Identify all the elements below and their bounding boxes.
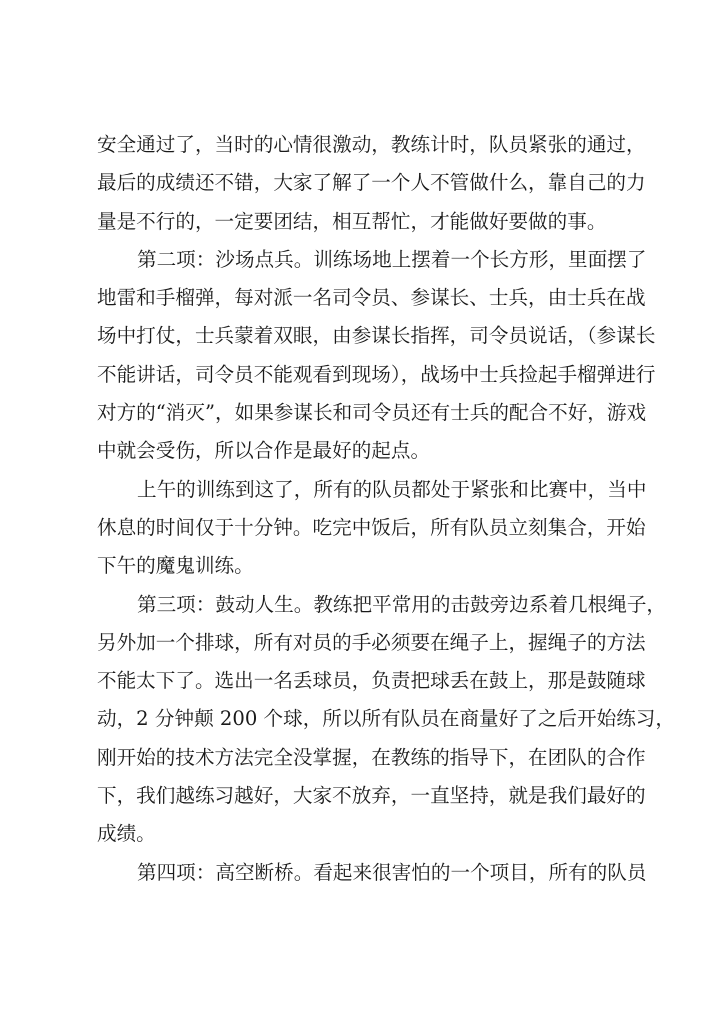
text-line: 不能太下了。选出一名丢球员，负责把球丢在鼓上，那是鼓随球 (97, 669, 646, 693)
paragraph (97, 241, 657, 471)
text-line: 另外加一个排球，所有对员的手必须要在绳子上，握绳子的方法 (97, 630, 646, 654)
paragraph (97, 471, 657, 586)
text-line: 对方的“消灭”，如果参谋长和司令员还有士兵的配合不好，游戏 (97, 401, 647, 425)
text-line: 最后的成绩还不错，大家了解了一个人不管做什么，靠自己的力 (97, 171, 646, 195)
text-line: 动，2 分钟颠 200 个球，所以所有队员在商量好了之后开始练习， (97, 707, 675, 731)
text-line: 安全通过了，当时的心情很激动，教练计时，队员紧张的通过， (97, 133, 646, 156)
text-line: 下午的魔鬼训练。 (97, 554, 254, 578)
text-line: 场中打仗，士兵蒙着双眼，由参谋长指挥，司令员说话，（参谋长 (97, 324, 656, 348)
text-line: 上午的训练到这了，所有的队员都处于紧张和比赛中，当中 (137, 477, 647, 501)
text-line: 休息的时间仅于十分钟。吃完中饭后，所有队员立刻集合，开始 (97, 515, 646, 539)
text-line: 第四项：高空断桥。看起来很害怕的一个项目，所有的队员 (137, 860, 647, 884)
text-line: 下，我们越练习越好，大家不放弃，一直坚持，就是我们最好的 (97, 784, 646, 808)
text-line: 不能讲话，司令员不能观看到现场），战场中士兵捡起手榴弹进行 (97, 362, 656, 386)
text-line: 中就会受伤，所以合作是最好的起点。 (97, 439, 431, 463)
document-body (97, 126, 675, 892)
text-line: 量是不行的，一定要团结，相互帮忙，才能做好要做的事。 (97, 209, 607, 233)
text-line: 地雷和手榴弹，每对派一名司令员、参谋长、士兵，由士兵在战 (97, 286, 646, 310)
paragraph (97, 586, 675, 854)
paragraph (97, 126, 657, 241)
text-line: 成绩。 (97, 822, 156, 846)
paragraph (97, 854, 657, 892)
text-line: 第二项：沙场点兵。训练场地上摆着一个长方形，里面摆了 (137, 247, 647, 271)
text-line: 第三项：鼓动人生。教练把平常用的击鼓旁边系着几根绳子， (137, 592, 667, 616)
text-line: 刚开始的技术方法完全没掌握，在教练的指导下，在团队的合作 (97, 745, 646, 769)
